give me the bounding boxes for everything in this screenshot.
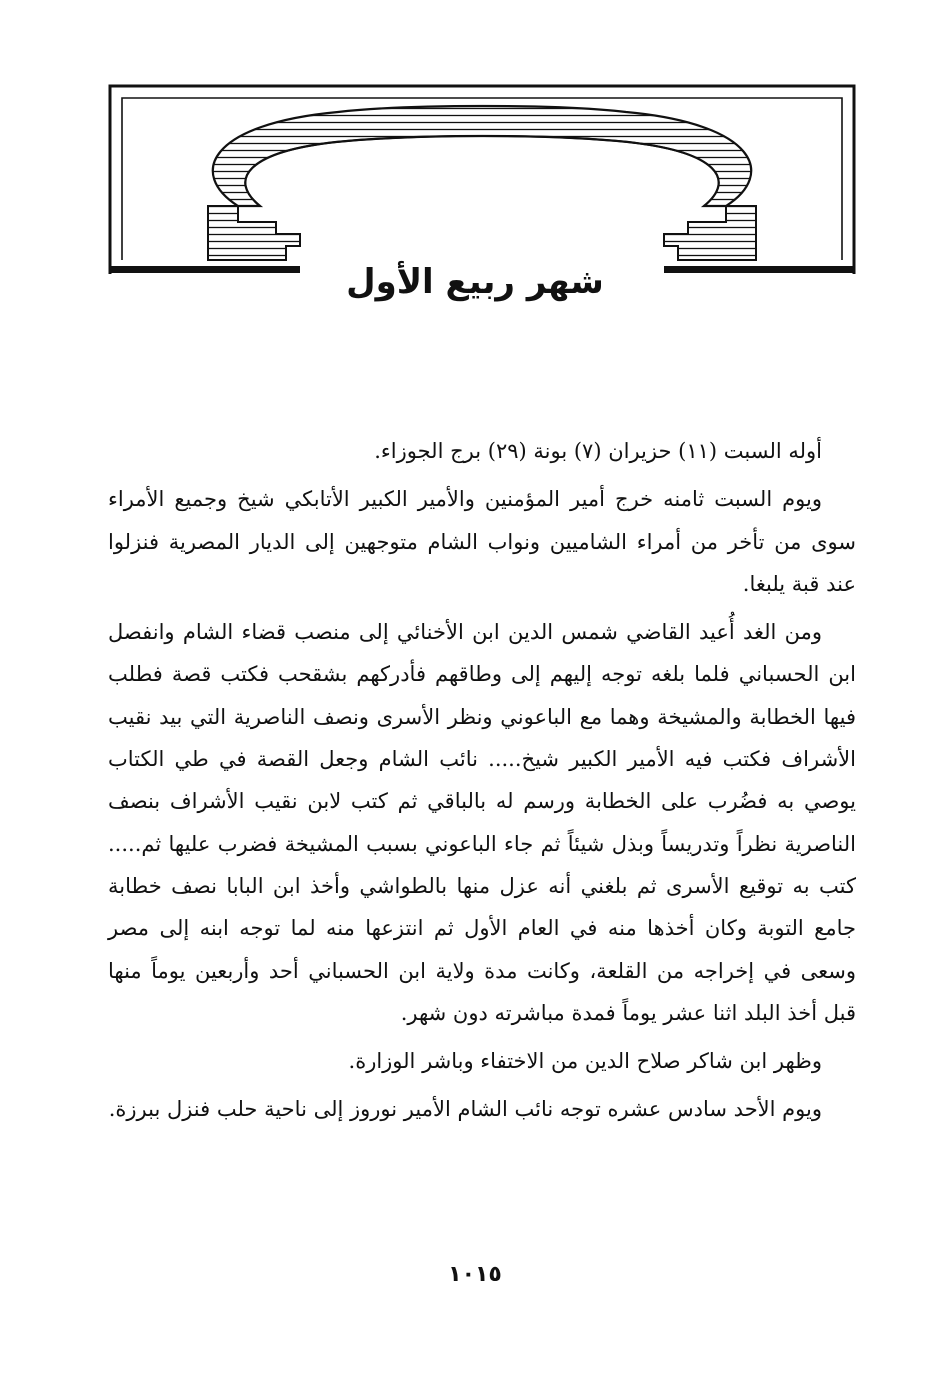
paragraph-5: ويوم الأحد سادس عشره توجه نائب الشام الأمير نوروز إلى ناحية حلب فنزل ببرزة. <box>108 1097 822 1122</box>
paragraph-3: ومن الغد أُعيد القاضي شمس الدين ابن الأخنائي إلى منصب قضاء الشام وانفصل ابن الحسباني فلما بلغه توجه إليهم إلى وطاقهم فأدركهم بشقحب فكتب قصة فطلب فيها الخطابة والمشيخة وهما مع الباعوني ونظر الأسرى ونصف الناصرية التي بيد نقيب الأشراف فكتب فيه الأمير الكبير شيخ..... نائب الشام وجعل القصة في طي الكتاب يوصي به فضُرب على الخطابة ورسم له بالباقي ثم كتب لابن نقيب الأشراف بنصف الناصرية نظراً وتدريساً وبذل شيئاً ثم جاء الباعوني بسبب المشيخة فضرب عليها ثم..... كتب به توقيع الأسرى ثم بلغني أنه عزل منها بالطواشي وأخذ ابن البابا نصف خطابة جامع التوبة وكان أخذها منه في العام الأول ثم انتزعها منه لما توجه ابنه إلى مصر وسعى في إخراجه من القلعة، وكانت مدة ولاية ابن الحسباني أحد وأربعين يوماً منها قبل أخذ البلد اثنا عشر يوماً فمدة مباشرته دون شهر. <box>108 620 856 1025</box>
paragraph-2: ويوم السبت ثامنه خرج أمير المؤمنين والأمير الكبير الأتابكي شيخ وجميع الأمراء سوى من تأخر من أمراء الشاميين ونواب الشام متوجهين إلى الديار المصرية فنزلوا عند قبة يلبغا. <box>108 487 856 596</box>
paragraph-4: وظهر ابن شاكر صلاح الدين من الاختفاء وباشر الوزارة. <box>348 1049 822 1074</box>
arch-header-ornament <box>108 84 856 279</box>
page-number: ١٠١٥ <box>448 1262 502 1287</box>
paragraph-1: أوله السبت (١١) حزيران (٧) بونة (٢٩) برج الجوزاء. <box>374 439 822 463</box>
body-text <box>108 430 856 1137</box>
chapter-title: شهر ربيع الأول <box>346 262 604 302</box>
